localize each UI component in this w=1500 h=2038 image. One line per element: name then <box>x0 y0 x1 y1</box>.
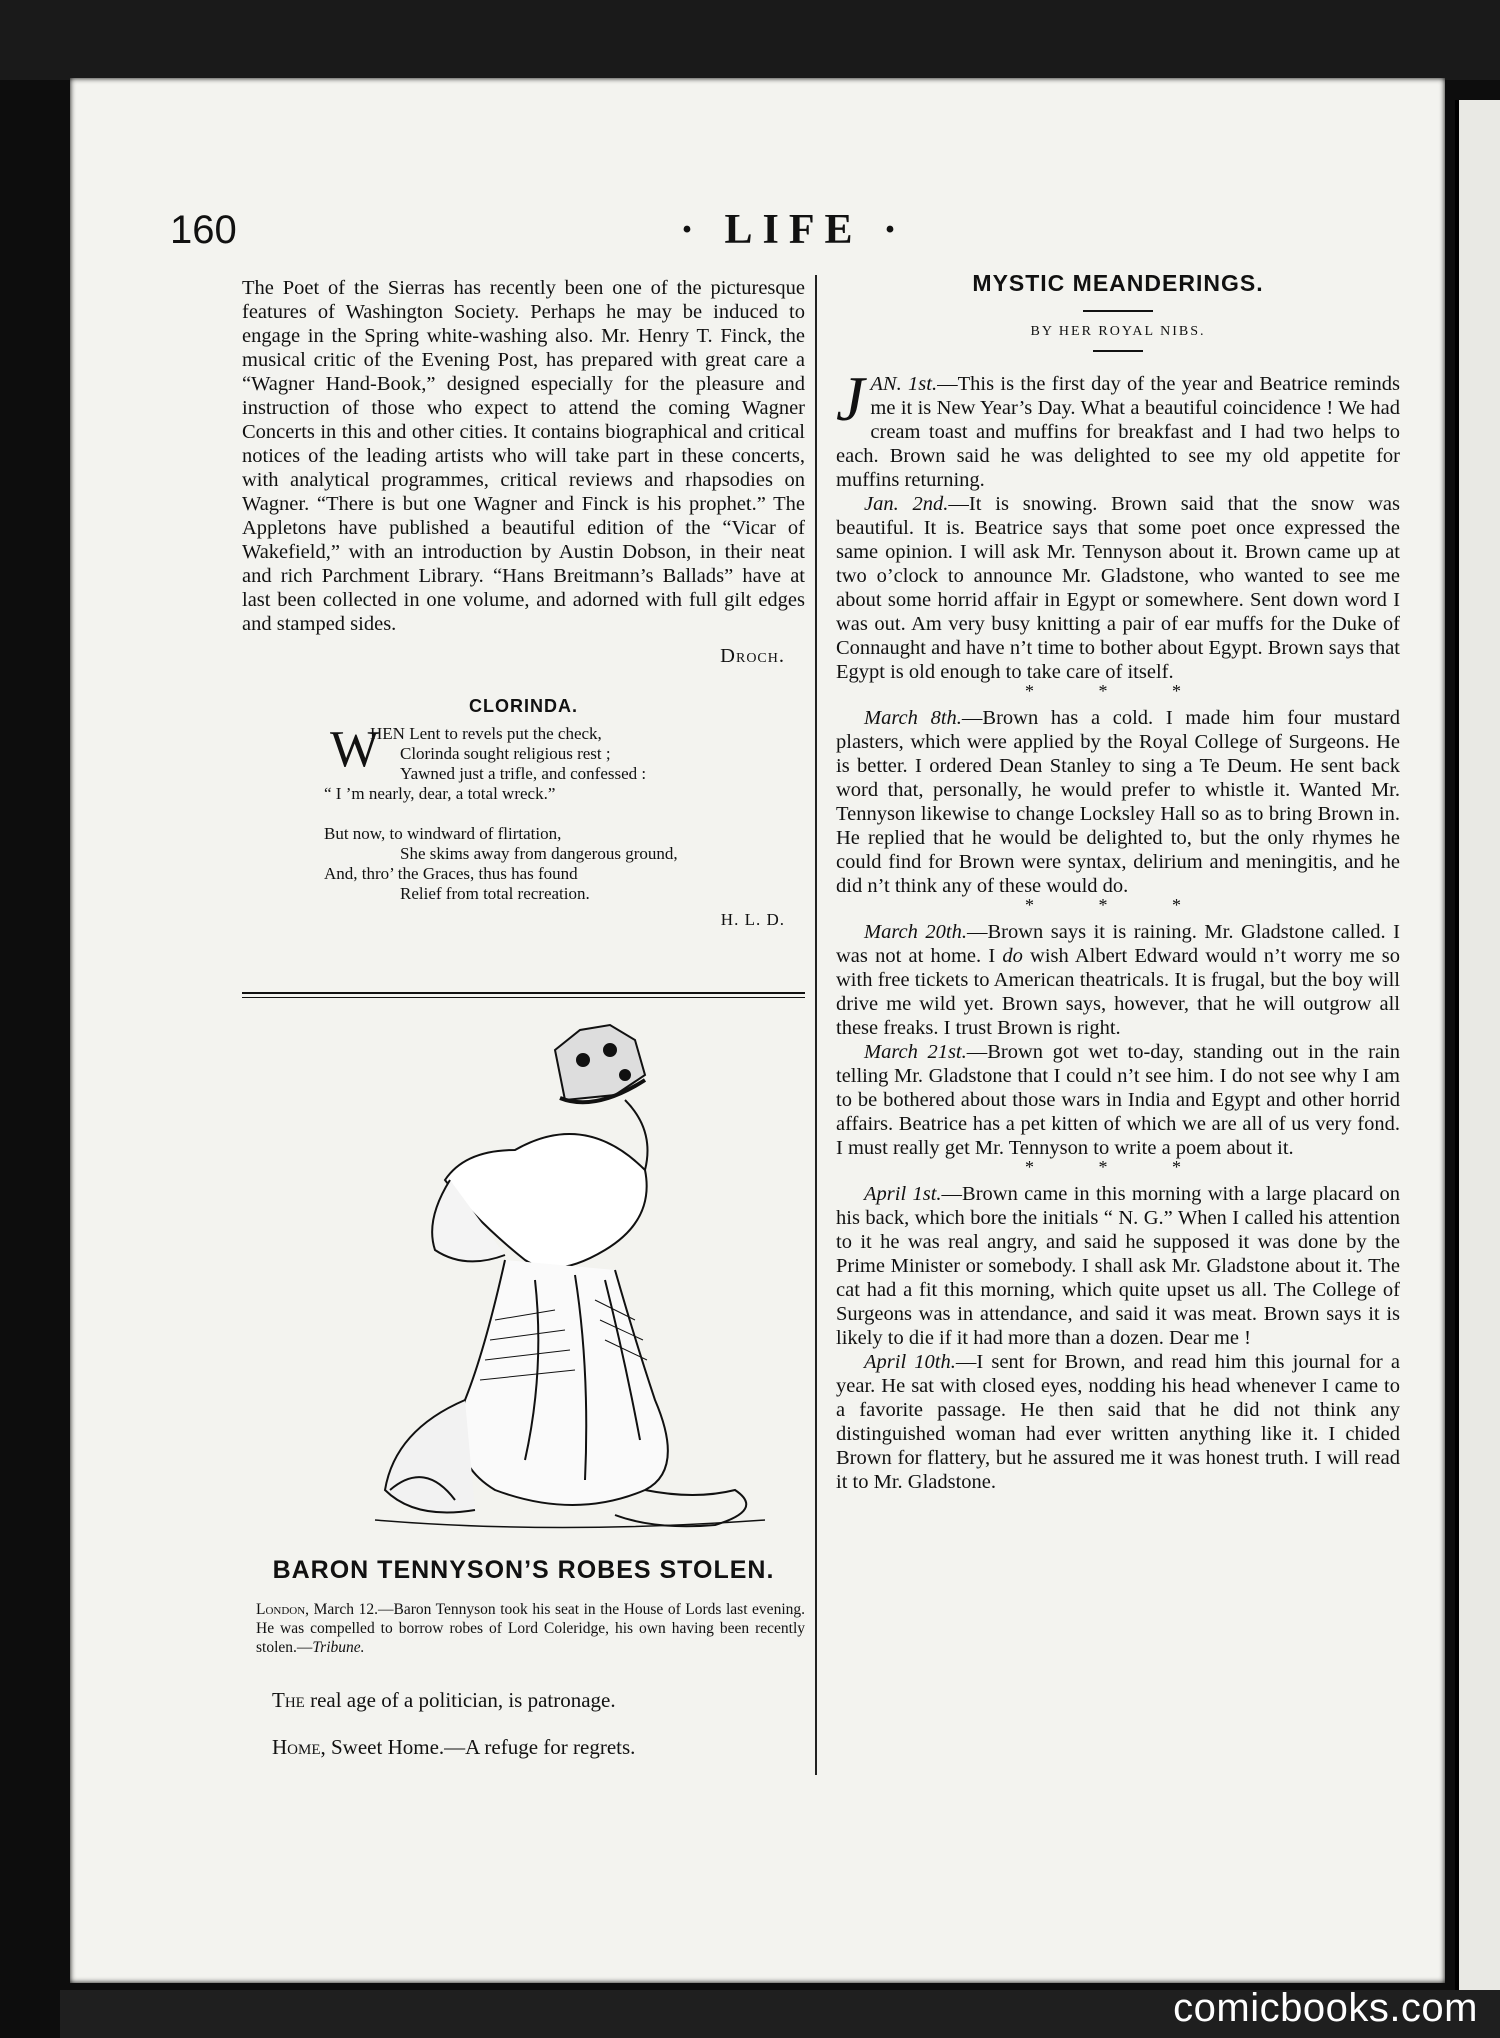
poem-line: HEN Lent to revels put the check, <box>370 724 602 743</box>
diary-entries <box>836 363 1401 1494</box>
entry-date: March 21st. <box>864 1041 967 1063</box>
diary-entry <box>836 1350 1400 1494</box>
entry-date: March 8th. <box>864 707 962 729</box>
section-stars: * * * <box>1025 681 1211 701</box>
illustration-caption <box>256 1600 805 1657</box>
diary-entry <box>836 1182 1400 1350</box>
joke-text: real age of a politician, is patronage. <box>304 1688 616 1712</box>
joke-item <box>272 1735 802 1760</box>
poem-line: She skims away from dangerous ground, <box>400 844 678 863</box>
diary-entry <box>836 706 1400 898</box>
joke-item <box>272 1688 802 1713</box>
poem-line: Yawned just a trifle, and confessed : <box>400 764 647 783</box>
section-double-rule <box>242 992 805 998</box>
entry-text: —This is the first day of the year and Beatrice reminds me it is New Year’s Day. What a beautiful coincidence ! We had cream toast and muffins for breakfast and I had two helps to each. Brown said he was delighted to see my old appetite for muffins returning. <box>836 373 1400 491</box>
scan-background-top <box>0 0 1500 80</box>
byline-rule <box>1093 350 1143 352</box>
poem-line: Clorinda sought religious rest ; <box>400 744 611 763</box>
masthead-title: · LIFE · <box>680 207 908 253</box>
illustration-headline: BARON TENNYSON’S ROBES STOLEN. <box>272 1556 775 1584</box>
joke-text: Sweet Home.—A refuge for regrets. <box>325 1735 636 1759</box>
adjacent-page-edge <box>1455 100 1500 2000</box>
caption-source: Tribune. <box>312 1639 365 1656</box>
poem-line: And, thro’ the Graces, thus has found <box>324 864 578 883</box>
jokes-list <box>272 1688 802 1782</box>
section-stars: * * * <box>1025 1157 1211 1177</box>
poem-body <box>242 721 805 904</box>
poem-line: But now, to windward of flirtation, <box>324 824 562 843</box>
entry-text: —Brown has a cold. I made him four mustard plasters, which were applied by the Royal College of Surgeons. He is better. I ordered Dean Stanley to sing a Te Deum. He sent back word that, personally, he would prefer to whistle it. Wanted Mr. Tennyson likewise to change Locksley Hall so as to bring Brown in. He replied that he would be delighted to, but the only rhymes he could find for Brown were syntax, delirium and meningitis, and he did n’t think any of these would do. <box>836 707 1400 897</box>
crowned-figure-illustration <box>355 1020 785 1540</box>
column-divider <box>815 275 817 1775</box>
joke-lead: The <box>272 1688 305 1712</box>
entry-date: March 20th. <box>864 921 967 943</box>
entry-text: wish Albert Edward would n’t worry me so with free tickets to American theatricals. It is frugal, but the boy will drive me wild yet. Brown says, however, that he will outgrow all these freaks. I trust Brown is right. <box>836 945 1400 1039</box>
entry-date: April 1st. <box>864 1183 942 1205</box>
poem-signature: H. L. D. <box>720 910 785 929</box>
diary-entry <box>836 363 1400 492</box>
diary-entry <box>836 1040 1400 1160</box>
entry-text: —I sent for Brown, and read him this journal for a year. He sat with closed eyes, nodding his head whenever I came to a favorite passage. He then said that he did not think any distinguished woman had ever written anything like it. I chided Brown for flattery, but he assured me it was honest truth. I will read it to Mr. Gladstone. <box>836 1351 1401 1493</box>
caption-dateline: London, <box>256 1601 310 1618</box>
entry-date: Jan. 2nd. <box>864 493 949 515</box>
site-watermark: comicbooks.com <box>1173 1986 1478 2030</box>
entry-text: —Brown got wet to-day, standing out in the rain telling Mr. Gladstone that I could n’t see him. I do not see why I am to be bothered about those wars in India and Egypt and other horrid affairs. Beatrice has a pet kitten of which we are all of us very fond. I must really get Mr. Tennyson to write a poem about it. <box>836 1041 1400 1159</box>
entry-date: April 10th. <box>864 1351 956 1373</box>
entry-drop-initial: J <box>836 363 865 434</box>
article-byline: BY HER ROYAL NIBS. <box>1030 324 1206 339</box>
article-title: MYSTIC MEANDERINGS. <box>972 270 1264 296</box>
intro-text: The Poet of the Sierras has recently been one of the picturesque features of Washington Society. Perhaps he may be induced to engage in the Spring white-washing also. Mr. Henry T. Finck, the musical critic of the Evening Post, has prepared with great care a “Wagner Hand-Book,” designed especially for the pleasure and instruction of those who expect to attend the coming Wagner Concerts in this and other cities. It contains biographical and critical notices of the leading artists who will take part in these concerts, with analytical programmes, critical reviews and rhapsodies on Wagner. “There is but one Wagner and Finck is his prophet.” The Appletons have published a beautiful edition of the “Vicar of Wakefield,” with an introduction by Austin Dobson, in their neat and rich Parchment Library. “Hans Breitmann’s Ballads” have at last been collected in one volume, and adorned with full gilt edges and stamped sides. <box>242 277 805 635</box>
diary-entry <box>836 492 1400 684</box>
entry-text: —It is snowing. Brown said that the snow was beautiful. It is. Beatrice says that some poet once expressed the same opinion. I will ask Mr. Tennyson about it. Brown came up at two o’clock to announce Mr. Gladstone, who wanted to see me about some horrid affair in Egypt or somewhere. Sent down word I was out. Am very busy knitting a pair of ear muffs for the Duke of Connaught and have n’t time to bother about Egypt. Brown says that Egypt is old enough to take care of itself. <box>836 493 1400 683</box>
entry-text: —Brown came in this morning with a large placard on his back, which bore the initials “ N. G.” When I called his attention to it he was real angry, and said he supposed it was done by the Prime Minister or somebody. I shall ask Mr. Gladstone about it. The cat had a fit this morning, which quite upset us all. The College of Surgeons was in attendance, and said it was meat. Brown says it is likely to die if it had more than a dozen. Dear me ! <box>836 1183 1400 1349</box>
intro-article <box>242 276 805 932</box>
entry-emphasis: do <box>1002 945 1023 967</box>
title-rule <box>1083 310 1153 312</box>
poem-line: Relief from total recreation. <box>400 884 590 903</box>
entry-date: AN. 1st. <box>870 373 938 395</box>
diary-entry <box>836 920 1400 1040</box>
poem-title: CLORINDA. <box>469 696 578 716</box>
section-stars: * * * <box>1025 895 1211 915</box>
poem-drop-initial: W <box>330 721 380 778</box>
intro-signature: Droch. <box>720 645 785 667</box>
joke-lead: Home, <box>272 1735 326 1759</box>
poem-line: “ I ’m nearly, dear, a total wreck.” <box>324 784 556 803</box>
entry-text: —Brown says it is raining. Mr. Gladstone called. I was not at home. I <box>836 921 1400 967</box>
page-number: 160 <box>170 208 237 252</box>
caption-text: March 12.—Baron Tennyson took his seat in the House of Lords last evening. He was compelled to borrow robes of Lord Coleridge, his own having been recently stolen.— <box>256 1601 805 1656</box>
